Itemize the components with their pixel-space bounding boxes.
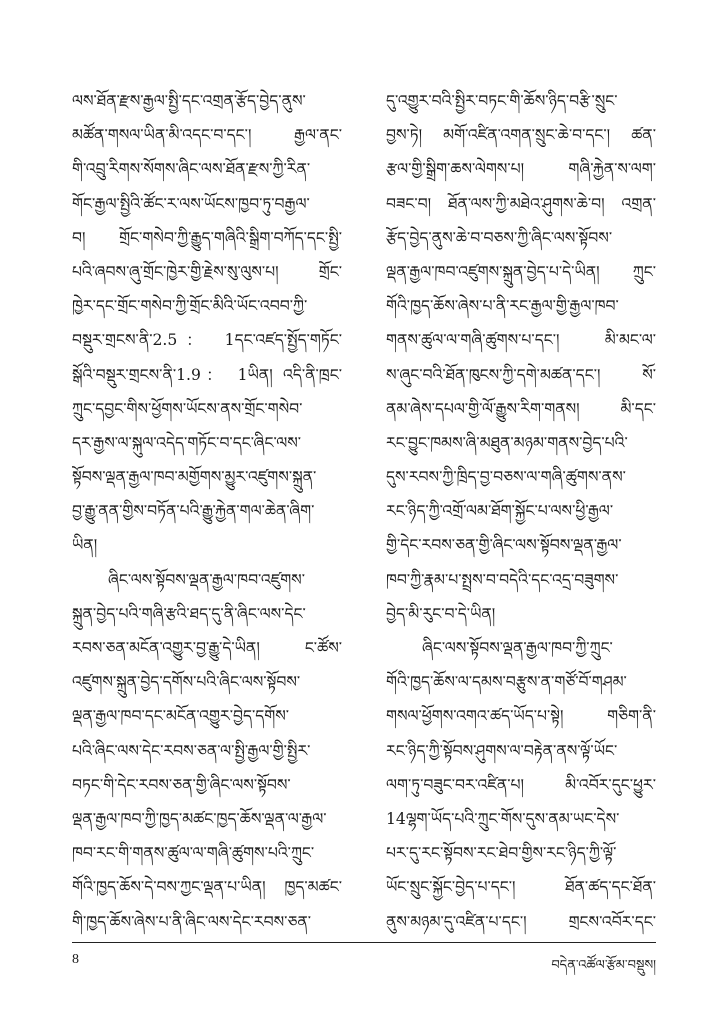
text-line: བཟང་བ། ཐོན་ལས་ཀྱི་མཐེའ་ཤུགས་ཆེ་བ། འགྲན་ [386,194,656,213]
text-line: ས་ཞུང་བའི་ཐོན་ཁུངས་ཀྱི་དགེ་མཚན་དང་། སོ་ [386,365,656,384]
text-line: རང་ཉིད་ཀྱི་སྟོབས་ཤུགས་ལ་བརྟེན་ནས་ལྟོ་ཡོང་ [386,741,618,760]
text-line: ཀྲུང་དབྱང་གིས་ཕྱོགས་ཡོངས་ནས་གྲོང་གསེབ་ [72,399,303,418]
text-line: ལྡན་རྒྱལ་ཁབ་ཀྱི་ཁྱད་མཚང་ཁྱད་ཆོས་ལྡན་ལ་རྒྱལ་ [72,809,327,828]
text-line: ནམ་ཞེས་དཔལ་གྱི་ལོ་རྒྱུས་རིག་གནས། མི་དང་ [386,399,656,418]
text-line: རྩལ་གྱི་སྒྲིག་ཆས་ལེགས་པ། གཞི་རྐྱེན་ས་ལག་ [386,160,656,179]
text-line: གནས་ཚུལ་ལ་གཞི་ཚུགས་པ་དང་། མི་མང་ལ་ [386,331,656,350]
text-line: གོའི་ཁྱད་ཆོས་དེ་བས་ཀྱང་ལྡན་པ་ཡིན། ཁྱད་མཚང་ [72,878,342,897]
text-line: ཡོང་སྲུང་སྐྱོང་བྱེད་པ་དང་། ཐོན་ཚད་དང་ཐོན་ [386,878,656,897]
text-line: རབས་ཅན་མངོན་འགྱུར་བྱ་རྒྱུ་དེ་ཡིན། ང་ཚོས་ [72,639,342,657]
text-line: ལས་ཐོན་རྫས་རྒྱལ་སྤྱི་དང་འགྲན་རྩོད་བྱེད་ནུས་ [72,92,306,110]
left-text-column [72,84,342,939]
text-line: འཛུགས་སྐྲུན་བྱེད་དགོས་པའི་ཞིང་ལས་སྟོབས་ [72,673,301,692]
right-text-column [386,84,656,939]
text-line: 14ལྷག་ཡོད་པའི་ཀྲུང་གོས་དུས་ནམ་ཡང་དེས་ [386,809,620,828]
text-line: པའི་ཞིང་ལས་དེང་རབས་ཅན་ལ་སྤྱི་རྒྱལ་གྱི་སྤྱིར་ [72,741,311,760]
text-line: བསྡུར་གྲངས་ནི་2.5： 1དང་འཛད་སྤྱོད་གཏོང་ [72,331,342,350]
text-line: བཏང་གི་དེང་རབས་ཅན་གྱི་ཞིང་ལས་སྟོབས་ [72,775,291,794]
text-line: སྒོའི་བསྡུར་གྲངས་ནི་1.9： 1ཡིན། འདི་ནི་ཁྲང་ [72,365,342,384]
text-line: ནུས་མཉམ་དུ་འཛིན་པ་དང་། གྲངས་འབོར་དང་ [386,912,656,931]
text-line: པར་དུ་རང་སྟོབས་རང་ཐེབ་གྱིས་རང་ཉིད་ཀྱི་ལྟོ་ [386,844,617,863]
text-line: བྱེད་མི་རུང་བ་དེ་ཡིན། [386,604,496,623]
text-line: རྩོད་བྱེད་ནུས་ཆེ་བ་བཅས་ཀྱི་ཞིང་ལས་སྟོབས་ [386,228,613,247]
text-line: ཞིང་ལས་སྟོབས་ལྡན་རྒྱལ་ཁབ་འཛུགས་ [108,570,305,589]
text-line: ཁབ་རང་གི་གནས་ཚུལ་ལ་གཞི་ཚུགས་པའི་ཀྲུང་ [72,844,315,863]
text-line: དུ་འགྱུར་བའི་སྤྱིར་བཏང་གི་ཆོས་ཉིད་བརྩི་སྲུང་ [386,92,618,110]
text-line: རང་ཉིད་ཀྱི་འགྲོ་ལམ་ཐོག་སྐྱོང་པ་ལས་ཕྱི་རྒྱལ་ [386,502,614,521]
text-line: ཞིང་ལས་སྟོབས་ལྡན་རྒྱལ་ཁབ་ཀྱི་ཀྲུང་ [422,639,613,657]
text-line: སྟོབས་ལྡན་རྒྱལ་ཁབ་མགྱོགས་མྱུར་འཛུགས་སྐྲུན་ [72,468,317,487]
text-line: བ། གྲོང་གསེབ་ཀྱི་རྒྱུད་གཞིའི་སྒྲིག་བཀོད་དང་སྤྱི་ [72,228,342,247]
text-line: པའི་ཞབས་ཞུ་གྲོང་ཁྱེར་གྱི་རྗེས་སུ་ལུས་པ། གྲོང་ [72,262,342,281]
text-line: སྐྲུན་བྱེད་པའི་གཞི་རྩའི་ཐད་དུ་ནི་ཞིང་ལས་དེང་ [72,604,306,623]
text-line: ལྡན་རྒྱལ་ཁབ་འཛུགས་སྐྲུན་བྱེད་པ་དེ་ཡིན། ཀྲུང་ [386,262,656,281]
text-line: གྱི་དེང་རབས་ཅན་གྱི་ཞིང་ལས་སྟོབས་ལྡན་རྒྱལ་ [386,536,622,555]
text-line: ལག་ཏུ་བཟུང་བར་འཛིན་པ། མི་འབོར་དུང་ཕྱུར་ [386,775,656,794]
text-line: ཁབ་ཀྱི་རྣམ་པ་སྤྲས་བ་བདེའི་དང་འདྲ་བཟུགས་ [386,570,619,589]
text-line: གི་འབྲུ་རིགས་སོགས་ཞིང་ལས་ཐོན་རྫས་ཀྱི་རིན་ [72,160,311,179]
text-line: བྱ་རྒྱུ་ནན་གྱིས་བཏོན་པའི་རྒྱུ་རྐྱེན་གལ་ཆེན་ཞིག་ [72,502,315,521]
text-line: གོའི་ཁྱད་ཆོས་ཞེས་པ་ནི་རང་རྒྱལ་གྱི་རྒྱལ་ཁབ་ [386,297,619,316]
text-line: བྱས་ཏེ། མགོ་འཛིན་འགན་སྲུང་ཆེ་བ་དང་། ཚན་ [386,126,656,145]
text-line: མཚོན་གསལ་ཡིན་མི་འདང་བ་དང་། རྒྱལ་ནང་ [72,126,342,145]
text-line: ལྡན་རྒྱལ་ཁབ་དང་མངོན་འགྱུར་བྱེད་དགོས་ [72,707,290,726]
text-line: གོང་རྒྱལ་སྤྱིའི་ཚོང་ར་ལས་ཡོངས་ཁྱབ་ཏུ་བརྒྱལ་ [72,194,310,213]
text-line: གི་ཁྱད་ཆོས་ཞེས་པ་ནི་ཞིང་ལས་དེང་རབས་ཅན་ [72,912,312,931]
text-line: དུས་རབས་ཀྱི་ཁྲིད་བྱ་བཅས་ལ་གཞི་ཚུགས་ནས་ [386,468,626,487]
text-line: རང་བྱུང་ཁམས་ཞི་མཐུན་མཉམ་གནས་བྱེད་པའི་ [386,433,628,452]
running-title: བདེན་འཚོལ་རྩོམ་བསྡུས། [551,958,656,973]
text-line: ཁྱེར་དང་གྲོང་གསེབ་ཀྱི་གྲོང་མིའི་ཡོང་འབབ་ཀྱི་ [72,297,308,316]
footer-rule [72,942,656,943]
page-number: 8 [72,952,79,967]
text-line: ཡིན། [72,536,98,555]
text-line: གསལ་ཕྱོགས་འགའ་ཚད་ཡོད་པ་སྟེ། གཅིག་ནི་ [386,707,656,726]
text-line: དར་རྒྱས་ལ་སྐུལ་འདེད་གཏོང་བ་དང་ཞིང་ལས་ [72,433,302,452]
text-line: གོའི་ཁྱད་ཆོས་ལ་དམས་བརྩུས་ན་གཙོ་བོ་གཤམ་ [386,673,627,692]
